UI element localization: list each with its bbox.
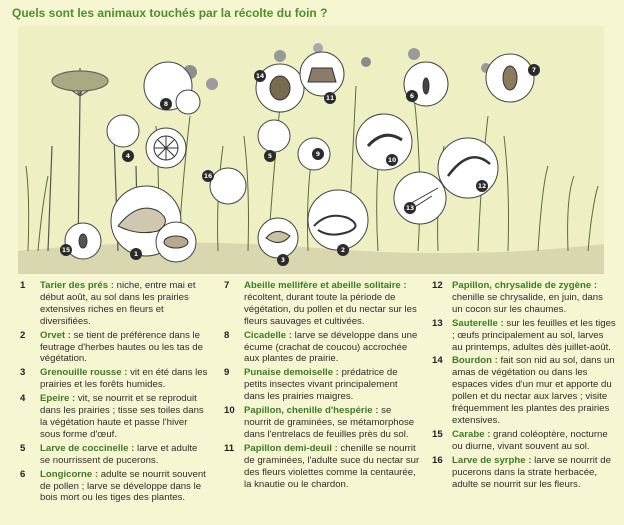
legend-name: Papillon, chrysalide de zygène : — [452, 280, 598, 291]
legend-text: niche, entre mai et début août, au sol dans les prairies extensives riches en fleurs et diversifiées. — [40, 280, 196, 327]
legend-name: Epeire : — [40, 393, 76, 405]
legend-number: 15 — [432, 428, 443, 440]
legend-number: 14 — [432, 355, 443, 367]
legend-name: Larve de coccinelle : — [40, 442, 135, 454]
circle-zygene — [438, 138, 498, 198]
legend-item — [224, 443, 420, 491]
badge-1: 1 — [133, 251, 139, 258]
legend-name: Tarier des prés : — [40, 280, 114, 291]
legend-item — [224, 330, 420, 366]
badge-13: 13 — [405, 205, 415, 212]
legend-item — [432, 355, 616, 426]
legend-text: récoltent, durant toute la période de végétation, du pollen et du nectar sur les fleurs sauvages et cultivées. — [244, 291, 417, 327]
legend-number: 13 — [432, 317, 443, 329]
legend-item — [224, 367, 420, 403]
butterfly-sketch — [308, 68, 336, 82]
legend-name: Papillon demi-deuil : — [244, 442, 338, 454]
circle-orvet — [308, 190, 368, 250]
legend-text: chenille se chrysalide, en juin, dans un cocon sur les chaumes. — [452, 291, 603, 315]
legend-text: larve et adulte se nourrissent de pucerons. — [40, 442, 198, 466]
legend-text: larve se développe dans une écume (crachat de coucou) accrochée aux plantes de prairie. — [244, 329, 418, 365]
legend-name: Carabe : — [452, 428, 491, 440]
legend-number: 6 — [20, 468, 26, 480]
legend-item — [20, 367, 210, 391]
badge-12: 12 — [477, 183, 487, 190]
ground — [18, 243, 604, 274]
legend-item — [20, 280, 210, 328]
legend-number: 9 — [224, 367, 230, 379]
badge-3: 3 — [280, 257, 286, 264]
legend-name: Sauterelle : — [452, 317, 504, 329]
legend-name: Orvet : — [40, 329, 71, 341]
legend-name: Papillon, chenille d'hespérie : — [244, 405, 379, 417]
legend-number: 8 — [224, 329, 230, 341]
legend-name: Punaise demoiselle : — [244, 367, 339, 379]
badge-8: 8 — [163, 101, 169, 108]
circle-small — [176, 90, 200, 114]
legend-name: Larve de syrphe : — [452, 454, 532, 466]
legend-column-2 — [224, 280, 420, 492]
legend-item — [20, 330, 210, 366]
legend-item — [432, 280, 616, 316]
carabe-sketch — [79, 234, 87, 248]
figure-title: Quels sont les animaux touchés par la récolte du foin ? — [12, 6, 328, 20]
legend-number: 12 — [432, 280, 443, 291]
badge-11: 11 — [325, 95, 335, 102]
badge-7: 7 — [531, 67, 537, 74]
legend-number: 2 — [20, 329, 26, 341]
legend-column-1 — [20, 280, 210, 506]
legend-item — [432, 455, 616, 491]
badge-9: 9 — [315, 151, 321, 158]
legend-text: vit, se nourrit et se reproduit dans les prairies ; tisse ses toiles dans la végétation haute et passe l'hiver sous forme d'œuf. — [40, 393, 204, 440]
legend-column-3 — [432, 280, 616, 492]
circle-epeire — [107, 115, 139, 147]
badge-14: 14 — [255, 73, 265, 80]
badge-2: 2 — [340, 247, 346, 254]
legend-text: se nourrit de graminées, se métamorphose dans l'entrelacs de feuilles près du sol. — [244, 405, 415, 440]
legend-text: se tient de préférence dans le feutrage d'herbes hautes ou les tas de végétation. — [40, 329, 203, 365]
legend-item — [20, 393, 210, 441]
legend-text: larve se nourrit de pucerons dans la strate herbacée, adulte se nourrit sur les fleurs. — [452, 454, 611, 490]
circle-coccinelle — [258, 120, 290, 152]
legend-text: grand coléoptère, nocturne ou diurne, vivant souvent au sol. — [452, 428, 608, 452]
legend-text: prédatrice de petits insectes vivant principalement dans les prairies maigres. — [244, 367, 398, 403]
beetle-sketch — [423, 78, 429, 94]
legend-text: vit en été dans les prairies et les forêts humides. — [40, 367, 208, 391]
legend-number: 7 — [224, 280, 230, 291]
circle-syrphe — [210, 168, 246, 204]
legend-name: Cicadelle : — [244, 329, 292, 341]
legend-item — [224, 280, 420, 328]
badge-5: 5 — [267, 153, 273, 160]
legend-number: 11 — [224, 442, 235, 454]
legend-number: 16 — [432, 454, 443, 466]
meadow-illustration — [18, 26, 604, 274]
badge-10: 10 — [387, 157, 397, 164]
legend-item — [20, 443, 210, 467]
legend-text: chenille se nourrit de graminées, l'adulte suce du nectar sur des fleurs violettes comme la centaurée, la knautie ou le chardon. — [244, 442, 420, 490]
legend-item — [20, 469, 210, 505]
bee-sketch — [503, 66, 517, 90]
legend-number: 3 — [20, 367, 26, 379]
legend-number: 10 — [224, 405, 235, 417]
legend-text: adulte se nourrit souvent de pollen ; larve se développe dans le bois mort ou les tiges des plantes. — [40, 468, 206, 504]
legend-text: fait son nid au sol, dans un amas de végétation ou dans les espaces vides d'un mur et apporte du pollen et du nectar aux larves ; visite fréquemment les plantes des prairies extensives. — [452, 355, 615, 426]
legend-number: 1 — [20, 280, 26, 291]
bumblebee-sketch — [270, 76, 290, 100]
legend-item — [432, 429, 616, 453]
badge-16: 16 — [203, 173, 213, 180]
legend-name: Abeille mellifère et abeille solitaire : — [244, 280, 407, 291]
legend-item — [432, 318, 616, 354]
badge-6: 6 — [409, 93, 415, 100]
legend-number: 4 — [20, 393, 26, 405]
legend-number: 5 — [20, 442, 26, 454]
species-legend — [20, 280, 616, 520]
badge-4: 4 — [125, 153, 131, 160]
legend-name: Longicorne : — [40, 468, 99, 480]
legend-item — [224, 405, 420, 441]
legend-text: sur les feuilles et les tiges ; œufs principalement au sol, larves au printemps, adultes dès juillet-août. — [452, 317, 616, 353]
legend-name: Grenouille rousse : — [40, 367, 128, 379]
circle-hesperie — [356, 114, 412, 170]
meadow-drawing — [18, 26, 604, 274]
nest-sketch — [164, 236, 188, 248]
badge-15: 15 — [61, 247, 71, 254]
legend-name: Bourdon : — [452, 355, 498, 367]
